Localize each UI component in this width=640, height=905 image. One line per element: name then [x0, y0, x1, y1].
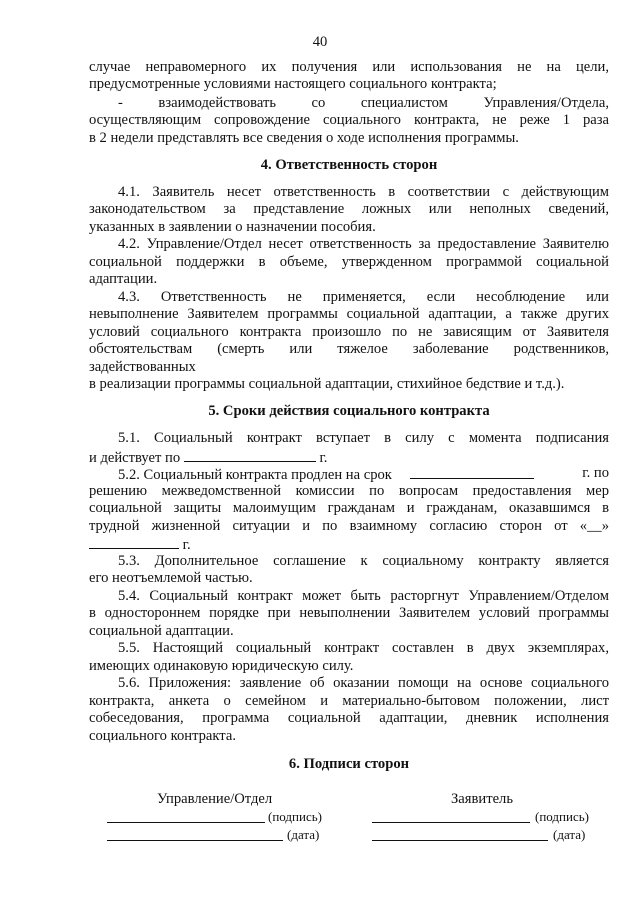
- date-line-left: [107, 840, 283, 841]
- text-line: социальной защиты малоимущим гражданам и гражданам, оказавшимся в: [89, 500, 609, 516]
- text-line: предусмотренные условиями настоящего социального контракта;: [89, 76, 497, 92]
- text-line: в реализации программы социальной адаптации, стихийное бедствие и т.д.).: [89, 376, 565, 392]
- text-line: социальной поддержки в объеме, утвержденном программой социальной: [89, 254, 609, 270]
- signature-party-right: Заявитель: [451, 791, 513, 807]
- text-line: [89, 535, 609, 554]
- text-line: 4.2. Управление/Отдел несет ответственность за предоставление Заявителю: [118, 236, 609, 252]
- text-line: в 2 недели представлять все сведения о ходе исполнения программы.: [89, 130, 519, 146]
- text-line: в одностороннем порядке при невыполнении Заявителем условий программы: [89, 605, 609, 621]
- text-line: 5.5. Настоящий социальный контракт составлен в двух экземплярах,: [118, 640, 609, 656]
- text-line: [118, 465, 609, 484]
- text-line: контракта, анкета о семейном и материально-бытовом положении, лист: [89, 693, 609, 709]
- date-caption-right: (дата): [553, 827, 586, 842]
- text-line: 5.3. Дополнительное соглашение к социальному контракту является: [118, 553, 609, 569]
- text-line: социальной адаптации.: [89, 623, 234, 639]
- text-line: трудной жизненной ситуации и по взаимному согласию сторон от «__»: [89, 518, 609, 534]
- text-fragment: г. по: [582, 465, 609, 481]
- signature-caption-left: (подпись): [268, 809, 322, 824]
- signature-line-left: [107, 822, 265, 823]
- signature-party-left: Управление/Отдел: [157, 791, 273, 807]
- text-line: его неотъемлемой частью.: [89, 570, 253, 586]
- signature-caption-right: (подпись): [535, 809, 589, 824]
- text-line: 5.4. Социальный контракт может быть расторгнут Управлением/Отделом: [118, 588, 609, 604]
- date-caption-left: (дата): [287, 827, 320, 842]
- text-line: задействованных: [89, 359, 196, 375]
- section-heading-6: 6. Подписи сторон: [288, 756, 410, 772]
- text-line: 5.6. Приложения: заявление об оказании помощи на основе социального: [118, 675, 609, 691]
- text-line: 5.1. Социальный контракт вступает в силу с момента подписания: [118, 430, 609, 446]
- text-line: имеющих одинаковую юридическую силу.: [89, 658, 354, 674]
- blank-term-field: [410, 465, 534, 479]
- text-fragment: и действует по: [89, 450, 181, 466]
- text-line: социального контракта.: [89, 728, 236, 744]
- text-fragment: г.: [182, 537, 191, 553]
- text-fragment: 5.2. Социальный контракта продлен на срок: [118, 467, 392, 483]
- text-line: указанных в заявлении о назначении пособия.: [89, 219, 376, 235]
- text-line: адаптации.: [89, 271, 158, 287]
- signature-line-right: [372, 822, 530, 823]
- blank-date-field: [184, 448, 316, 462]
- text-line: невыполнение Заявителем программы социальной адаптации, а также других: [89, 306, 609, 322]
- text-fragment: г.: [319, 450, 328, 466]
- text-line: - взаимодействовать со специалистом Управления/Отдела,: [118, 95, 609, 111]
- blank-agreement-date-field: [89, 535, 179, 549]
- text-line: 4.1. Заявитель несет ответственность в соответствии с действующим: [118, 184, 609, 200]
- text-line: обстоятельствам (смерть или тяжелое заболевание родственников,: [89, 341, 609, 357]
- text-line: законодательством за представление ложных или неполных сведений,: [89, 201, 609, 217]
- text-line: собеседования, программа социальной адаптации, дневник исполнения: [89, 710, 609, 726]
- text-line: случае неправомерного их получения или использования не на цели,: [89, 59, 609, 75]
- text-line: 4.3. Ответственность не применяется, если несоблюдение или: [118, 289, 609, 305]
- text-line: решению межведомственной комиссии по вопросам предоставления мер: [89, 483, 609, 499]
- section-heading-5: 5. Сроки действия социального контракта: [208, 403, 490, 419]
- page-number: 40: [312, 34, 328, 50]
- date-line-right: [372, 840, 548, 841]
- text-line: осуществляющим сопровождение социального контракта, не реже 1 раза: [89, 112, 609, 128]
- text-line: условий социального контракта произошло по не зависящим от Заявителя: [89, 324, 609, 340]
- section-heading-4: 4. Ответственность сторон: [260, 157, 438, 173]
